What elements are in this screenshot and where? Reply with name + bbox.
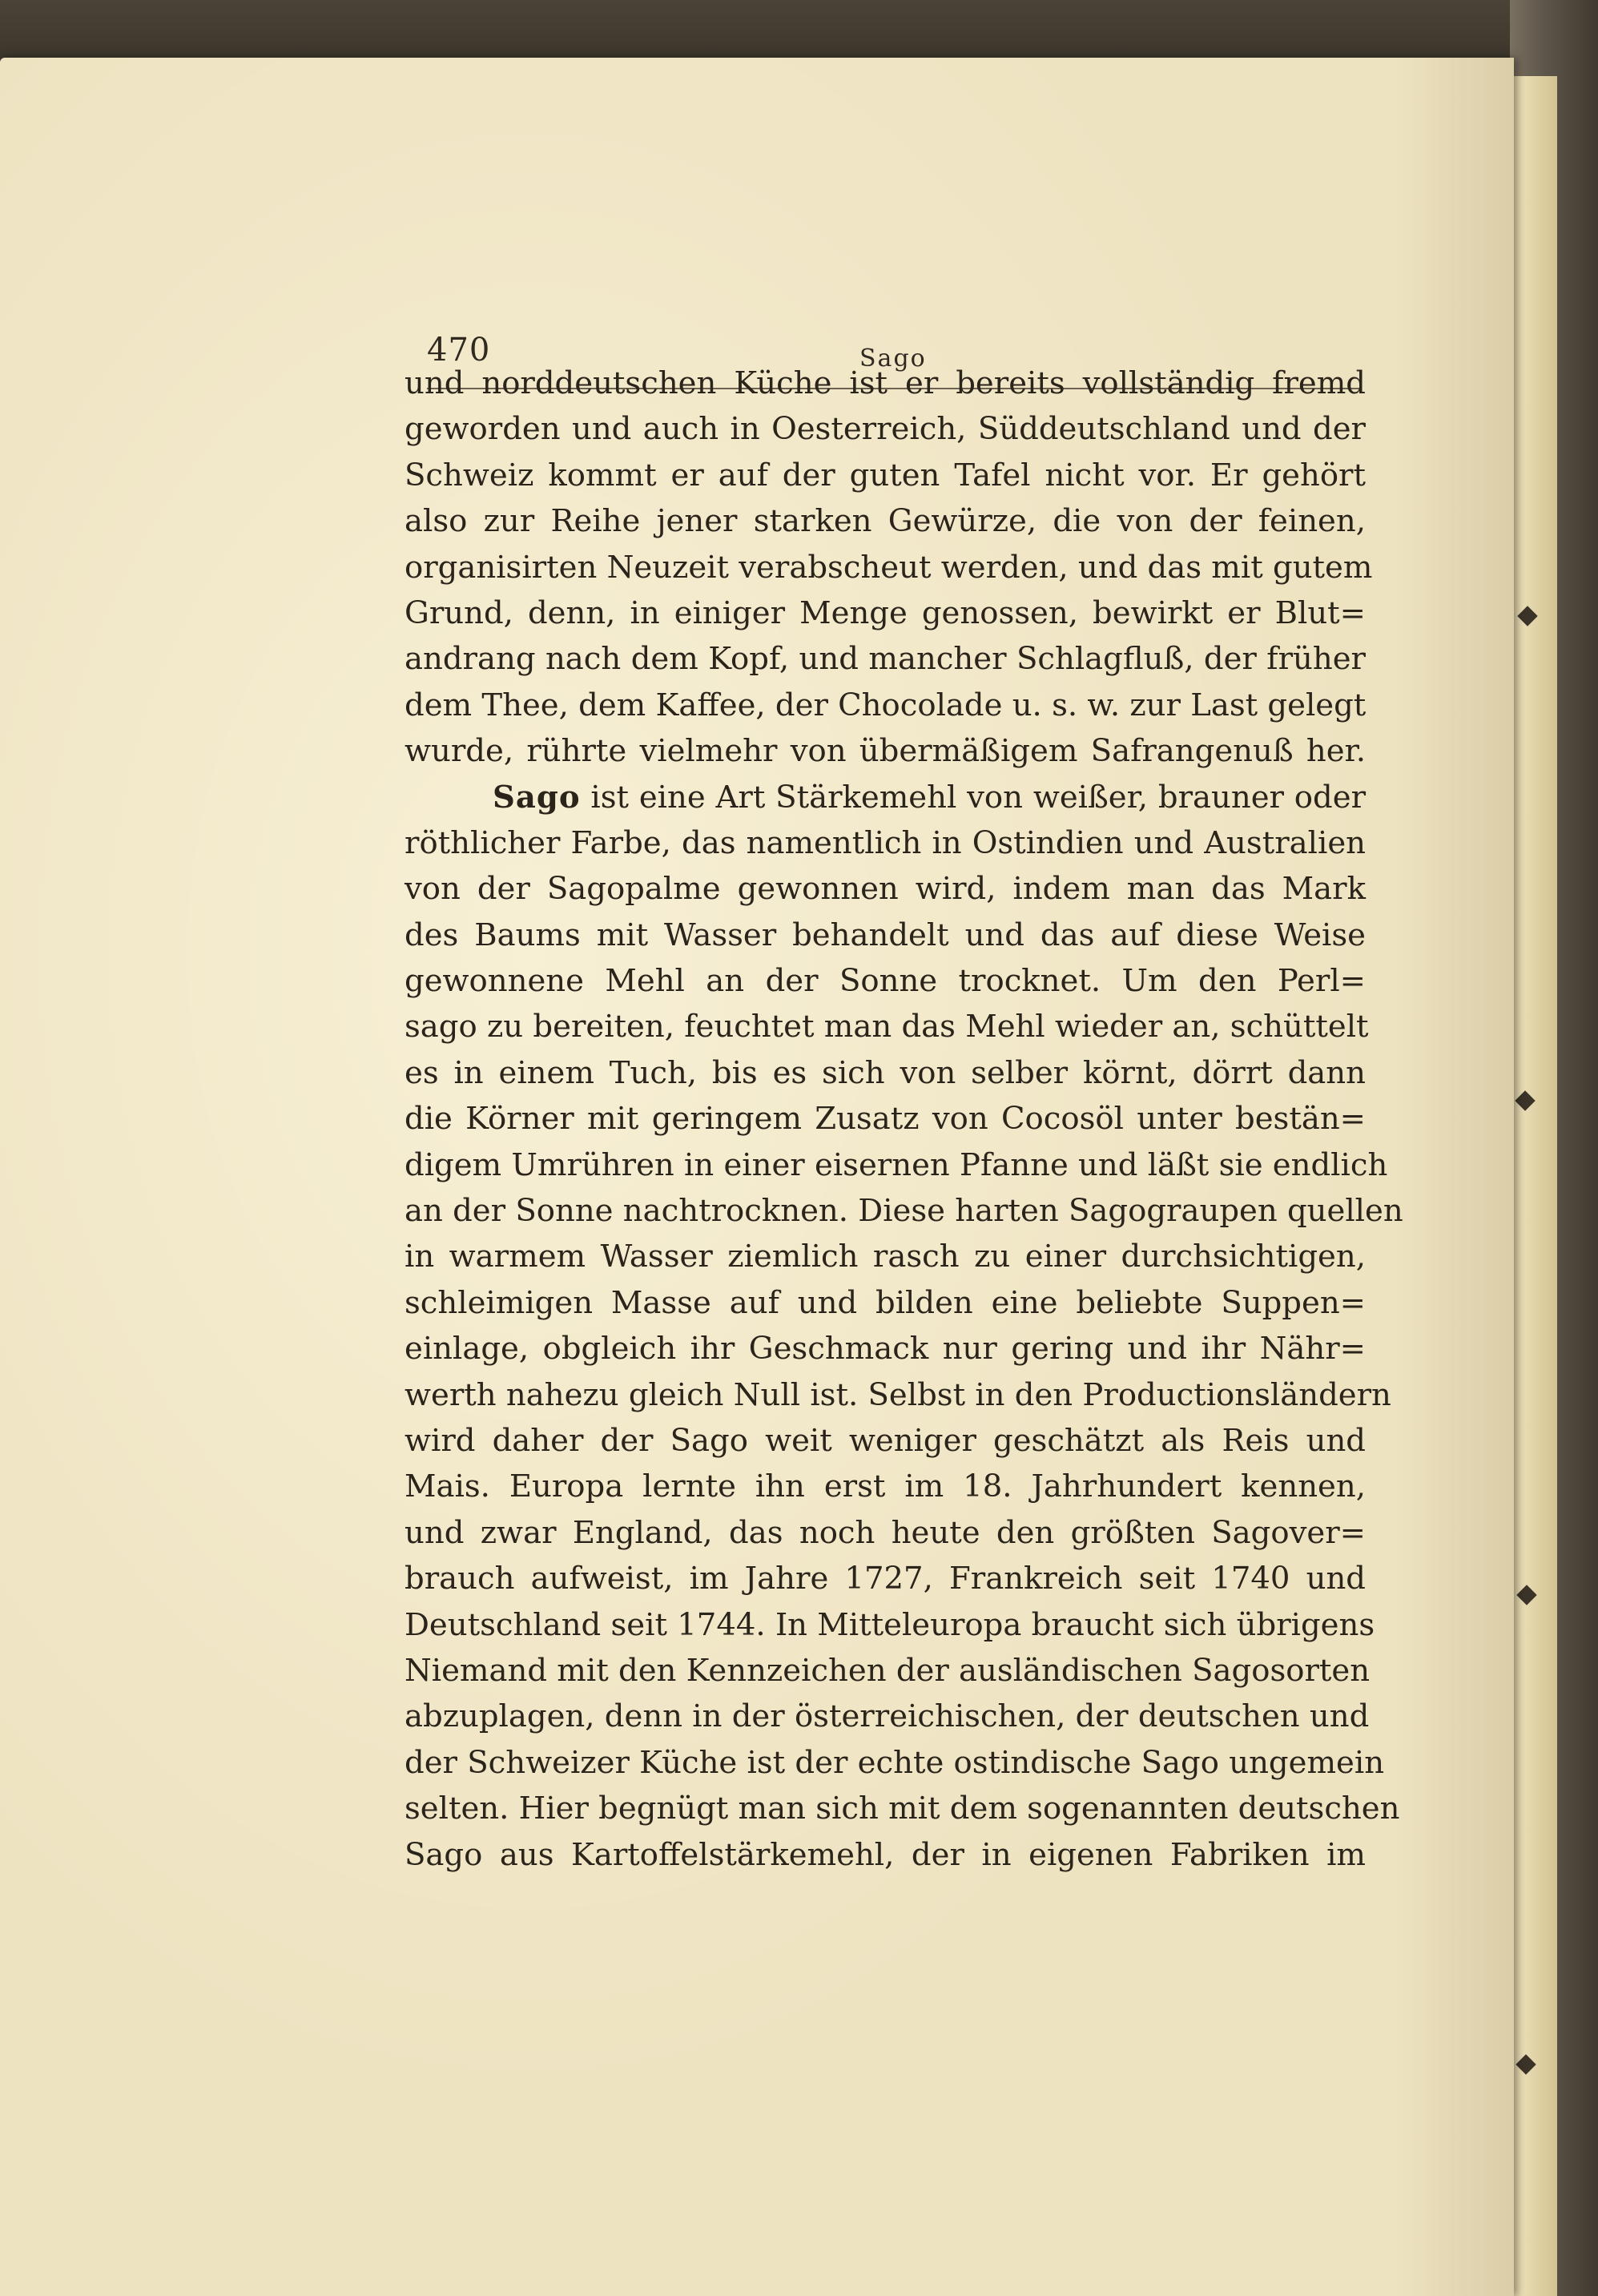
text-line: digem Umrühren in einer eisernen Pfanne und läßt sie endlich	[405, 1146, 1388, 1183]
text-line: schleimigen Masse auf und bilden eine beliebte Suppen=	[405, 1284, 1366, 1321]
text-line: an der Sonne nachtrocknen. Diese harten Sagograupen quellen	[405, 1193, 1403, 1230]
text-line: und norddeutschen Küche ist er bereits vollständig fremd	[405, 365, 1366, 401]
text-line: sago zu bereiten, feuchtet man das Mehl wieder an, schüttelt	[405, 1009, 1369, 1045]
text-line: wird daher der Sago weit weniger geschätzt als Reis und	[405, 1422, 1366, 1459]
scan-background-top	[0, 0, 1598, 64]
text-line: Deutschland seit 1744. In Mitteleuropa braucht sich übrigens	[405, 1606, 1375, 1643]
text-line: also zur Reihe jener starken Gewürze, die von der feinen,	[405, 503, 1366, 540]
running-head: Sago	[859, 344, 927, 373]
text-line: geworden und auch in Oesterreich, Süddeutschland und der	[405, 411, 1366, 448]
text-line: die Körner mit geringem Zusatz von Cocosöl unter bestän=	[405, 1101, 1366, 1138]
text-line: gewonnene Mehl an der Sonne trocknet. Um den Perl=	[405, 963, 1366, 1000]
text-line: Schweiz kommt er auf der guten Tafel nicht vor. Er gehört	[405, 457, 1366, 493]
entry-keyword: Sago	[493, 779, 581, 816]
text-line: werth nahezu gleich Null ist. Selbst in den Productionsländern	[405, 1376, 1391, 1413]
text-line: einlage, obgleich ihr Geschmack nur gering und ihr Nähr=	[405, 1331, 1366, 1368]
text-line: und zwar England, das noch heute den größten Sagover=	[405, 1514, 1366, 1551]
text-line: des Baums mit Wasser behandelt und das auf diese Weise	[405, 916, 1366, 953]
text-line: abzuplagen, denn in der österreichischen, der deutschen und	[405, 1698, 1370, 1735]
text-line: Sago aus Kartoffelstärkemehl, der in eigenen Fabriken im	[405, 1836, 1366, 1873]
text-line: wurde, rührte vielmehr von übermäßigem Safrangenuß her.	[405, 733, 1366, 770]
book-page	[0, 58, 1514, 2296]
text-line: in warmem Wasser ziemlich rasch zu einer durchsichtigen,	[405, 1239, 1366, 1275]
page-number: 470	[427, 332, 491, 369]
text-line: brauch aufweist, im Jahre 1727, Frankreich seit 1740 und	[405, 1561, 1366, 1597]
text-line: Niemand mit den Kennzeichen der ausländischen Sagosorten	[405, 1652, 1371, 1689]
text-line: andrang nach dem Kopf, und mancher Schlagfluß, der früher	[405, 641, 1366, 678]
text-fragment: ist eine Art Stärkemehl von weißer, brauner oder	[590, 779, 1367, 816]
next-page-edge	[1507, 76, 1557, 2296]
text-line: röthlicher Farbe, das namentlich in Ostindien und Australien	[405, 824, 1366, 861]
text-line: organisirten Neuzeit verabscheut werden, und das mit gutem	[405, 549, 1373, 586]
text-line: der Schweizer Küche ist der echte ostindische Sago ungemein	[405, 1744, 1385, 1781]
text-line: von der Sagopalme gewonnen wird, indem man das Mark	[405, 871, 1366, 908]
body-text	[405, 361, 1403, 1878]
text-line: selten. Hier begnügt man sich mit dem sogenannten deutschen	[405, 1790, 1400, 1827]
text-line: es in einem Tuch, bis es sich von selber körnt, dörrt dann	[405, 1054, 1366, 1091]
text-line: Mais. Europa lernte ihn erst im 18. Jahrhundert kennen,	[405, 1468, 1366, 1505]
text-line: Grund, denn, in einiger Menge genossen, bewirkt er Blut=	[405, 594, 1366, 631]
paragraph-first-line	[405, 775, 1366, 820]
text-line: dem Thee, dem Kaffee, der Chocolade u. s. w. zur Last gelegt	[405, 687, 1367, 723]
